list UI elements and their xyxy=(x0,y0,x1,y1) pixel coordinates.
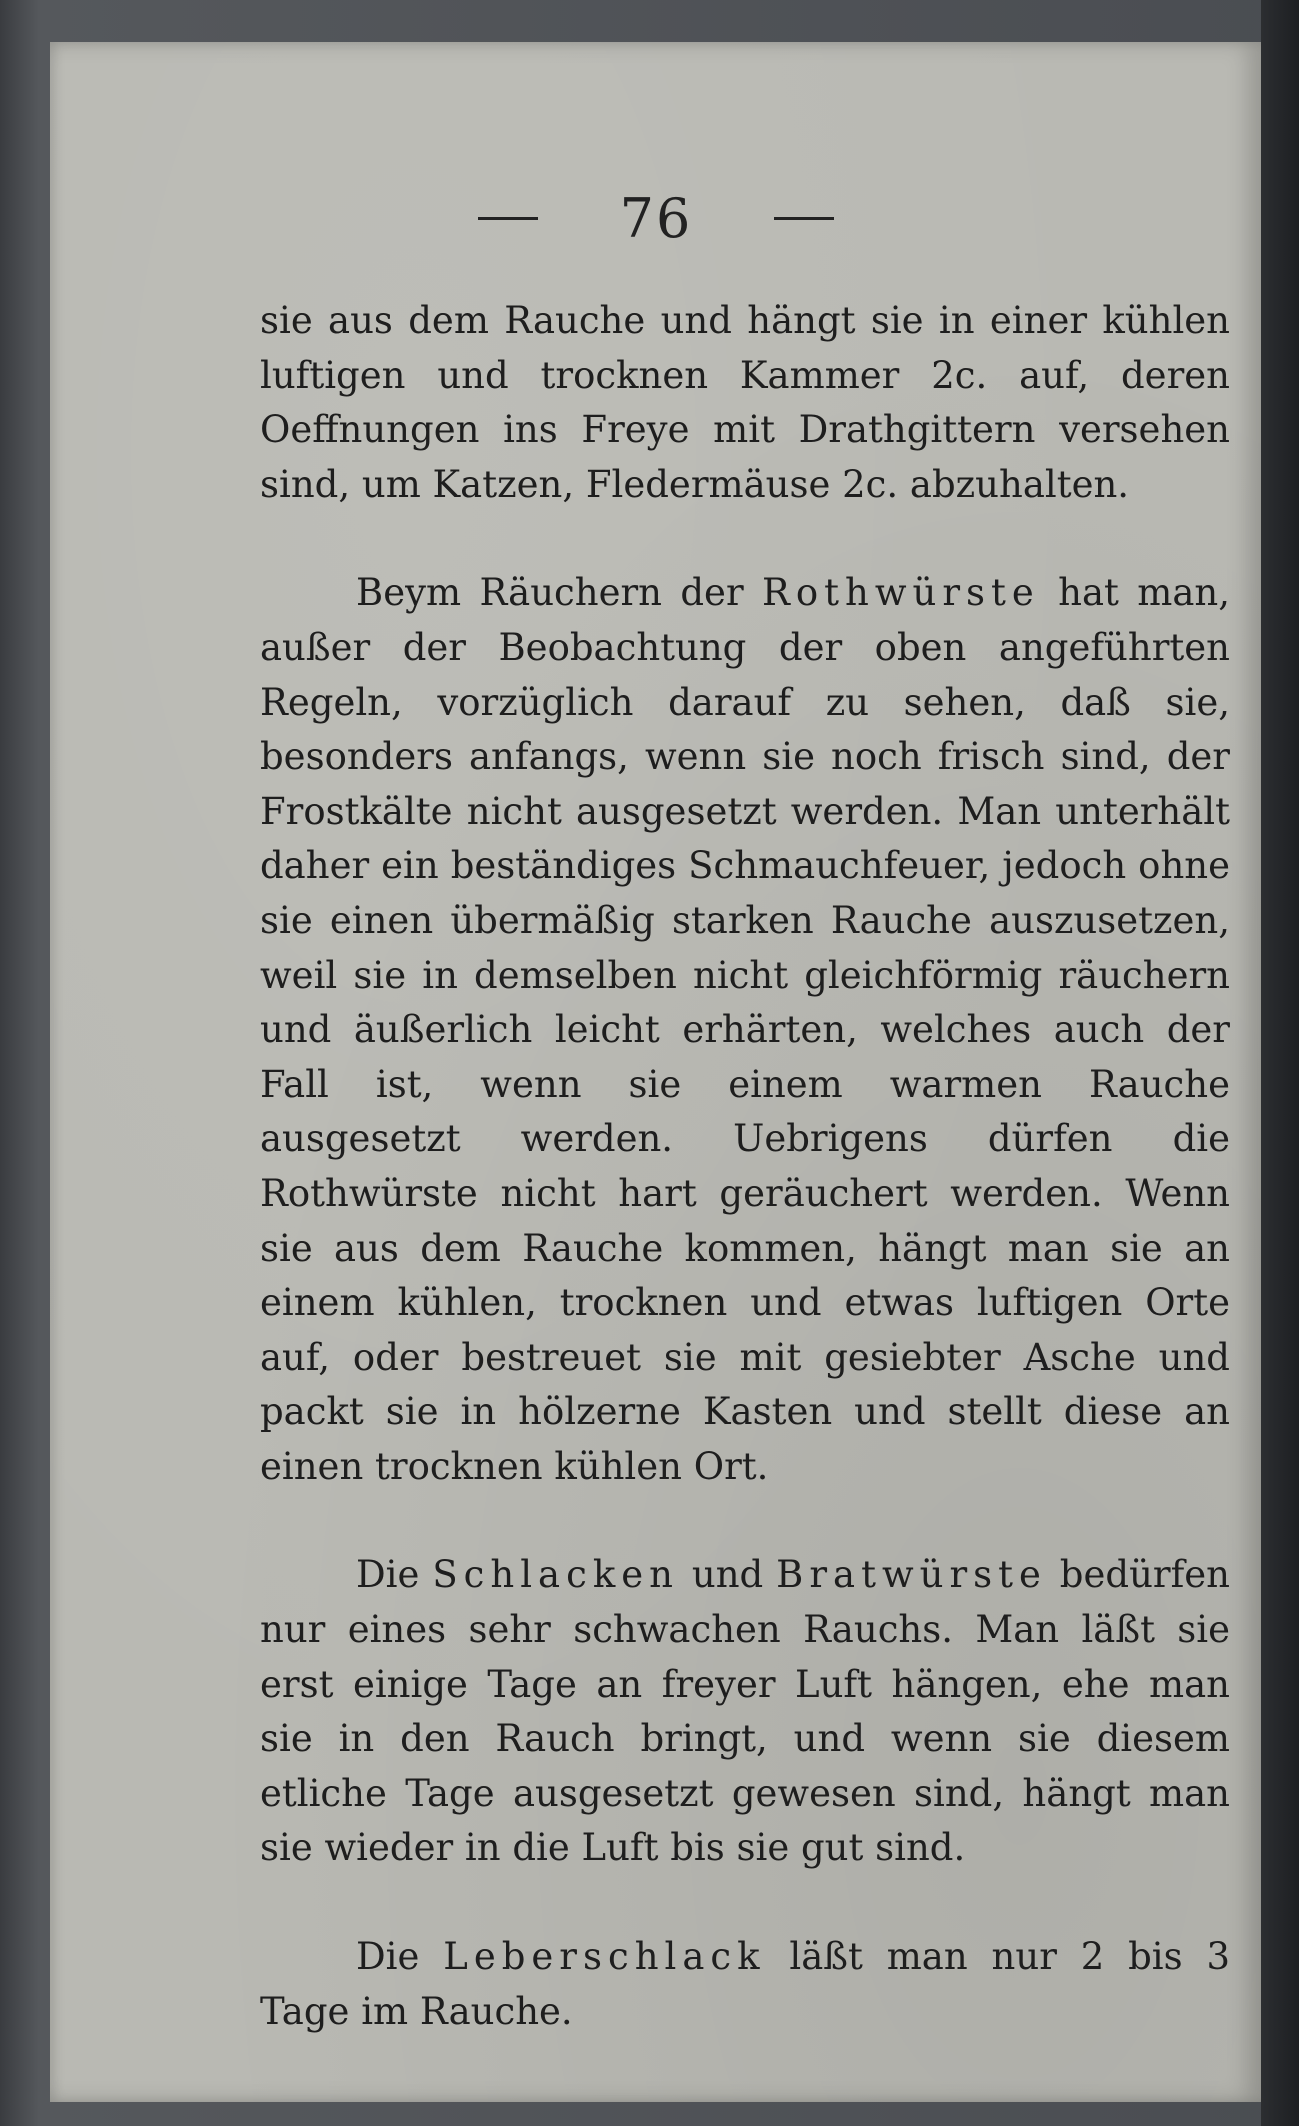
page-body xyxy=(260,294,1230,2039)
page-header xyxy=(50,182,1262,250)
paragraph-1: sie aus dem Rauche und hängt sie in einer kühlen luftigen und trocknen Kammer 2c. auf, deren Oeffnungen ins Freye mit Drathgittern versehen sind, um Katzen, Fledermäuse 2c. abzuhalten. xyxy=(260,299,1230,506)
term-leberschlack: Leberschlack xyxy=(443,1935,766,1979)
paragraph-2 xyxy=(260,566,1230,1494)
paragraph-3-lead: Die xyxy=(356,1553,433,1597)
term-bratwuerste: Bratwürste xyxy=(776,1553,1047,1597)
paragraph-3 xyxy=(260,1548,1230,1876)
paragraph-gap xyxy=(260,1494,1230,1548)
paragraph-4 xyxy=(260,1930,1230,2039)
paragraph-gap xyxy=(260,1876,1230,1930)
paragraph-gap xyxy=(260,512,1230,566)
header-dash-left xyxy=(478,217,538,220)
paragraph-3-mid: und xyxy=(678,1553,777,1597)
paragraph-3-text: bedürfen nur eines sehr schwachen Rauchs. Man läßt sie erst einige Tage an freyer Luft hängen, ehe man sie in den Rauch bringt, und wenn sie diesem etliche Tage ausgesetzt gewesen sind, hängt man sie wieder in die Luft bis sie gut sind. xyxy=(260,1553,1230,1870)
term-schlacken: Schlacken xyxy=(432,1553,679,1597)
paragraph-4-lead: Die xyxy=(356,1935,444,1979)
term-rothwuerste: Rothwürste xyxy=(762,571,1040,615)
paragraph-4-text: läßt man nur 2 bis 3 Tage im Rauche. xyxy=(260,1935,1231,2033)
header-dash-right xyxy=(774,217,834,220)
book-page xyxy=(50,42,1262,2102)
paragraph-2-lead: Beym Räuchern der xyxy=(356,571,762,615)
page-number: 76 xyxy=(619,186,693,250)
paragraph-2-text: hat man, außer der Beobachtung der oben angeführten Regeln, vorzüglich darauf zu sehen, daß sie, besonders anfangs, wenn sie noch frisch sind, der Frostkälte nicht ausgesetzt werden. Man unterhält daher ein beständiges Schmauchfeuer, jedoch ohne sie einen übermäßig starken Rauche auszusetzen, weil sie in demselben nicht gleichförmig räuchern und äußerlich leicht erhärten, welches auch der Fall ist, wenn sie einem warmen Rauche ausgesetzt werden. Uebrigens dürfen die Rothwürste nicht hart geräuchert werden. Wenn sie aus dem Rauche kommen, hängt man sie an einem kühlen, trocknen und etwas luftigen Orte auf, oder bestreuet sie mit gesiebter Asche und packt sie in hölzerne Kasten und stellt diese an einen trocknen kühlen Ort. xyxy=(260,571,1231,1488)
page-edge-shadow xyxy=(1261,0,1299,2126)
